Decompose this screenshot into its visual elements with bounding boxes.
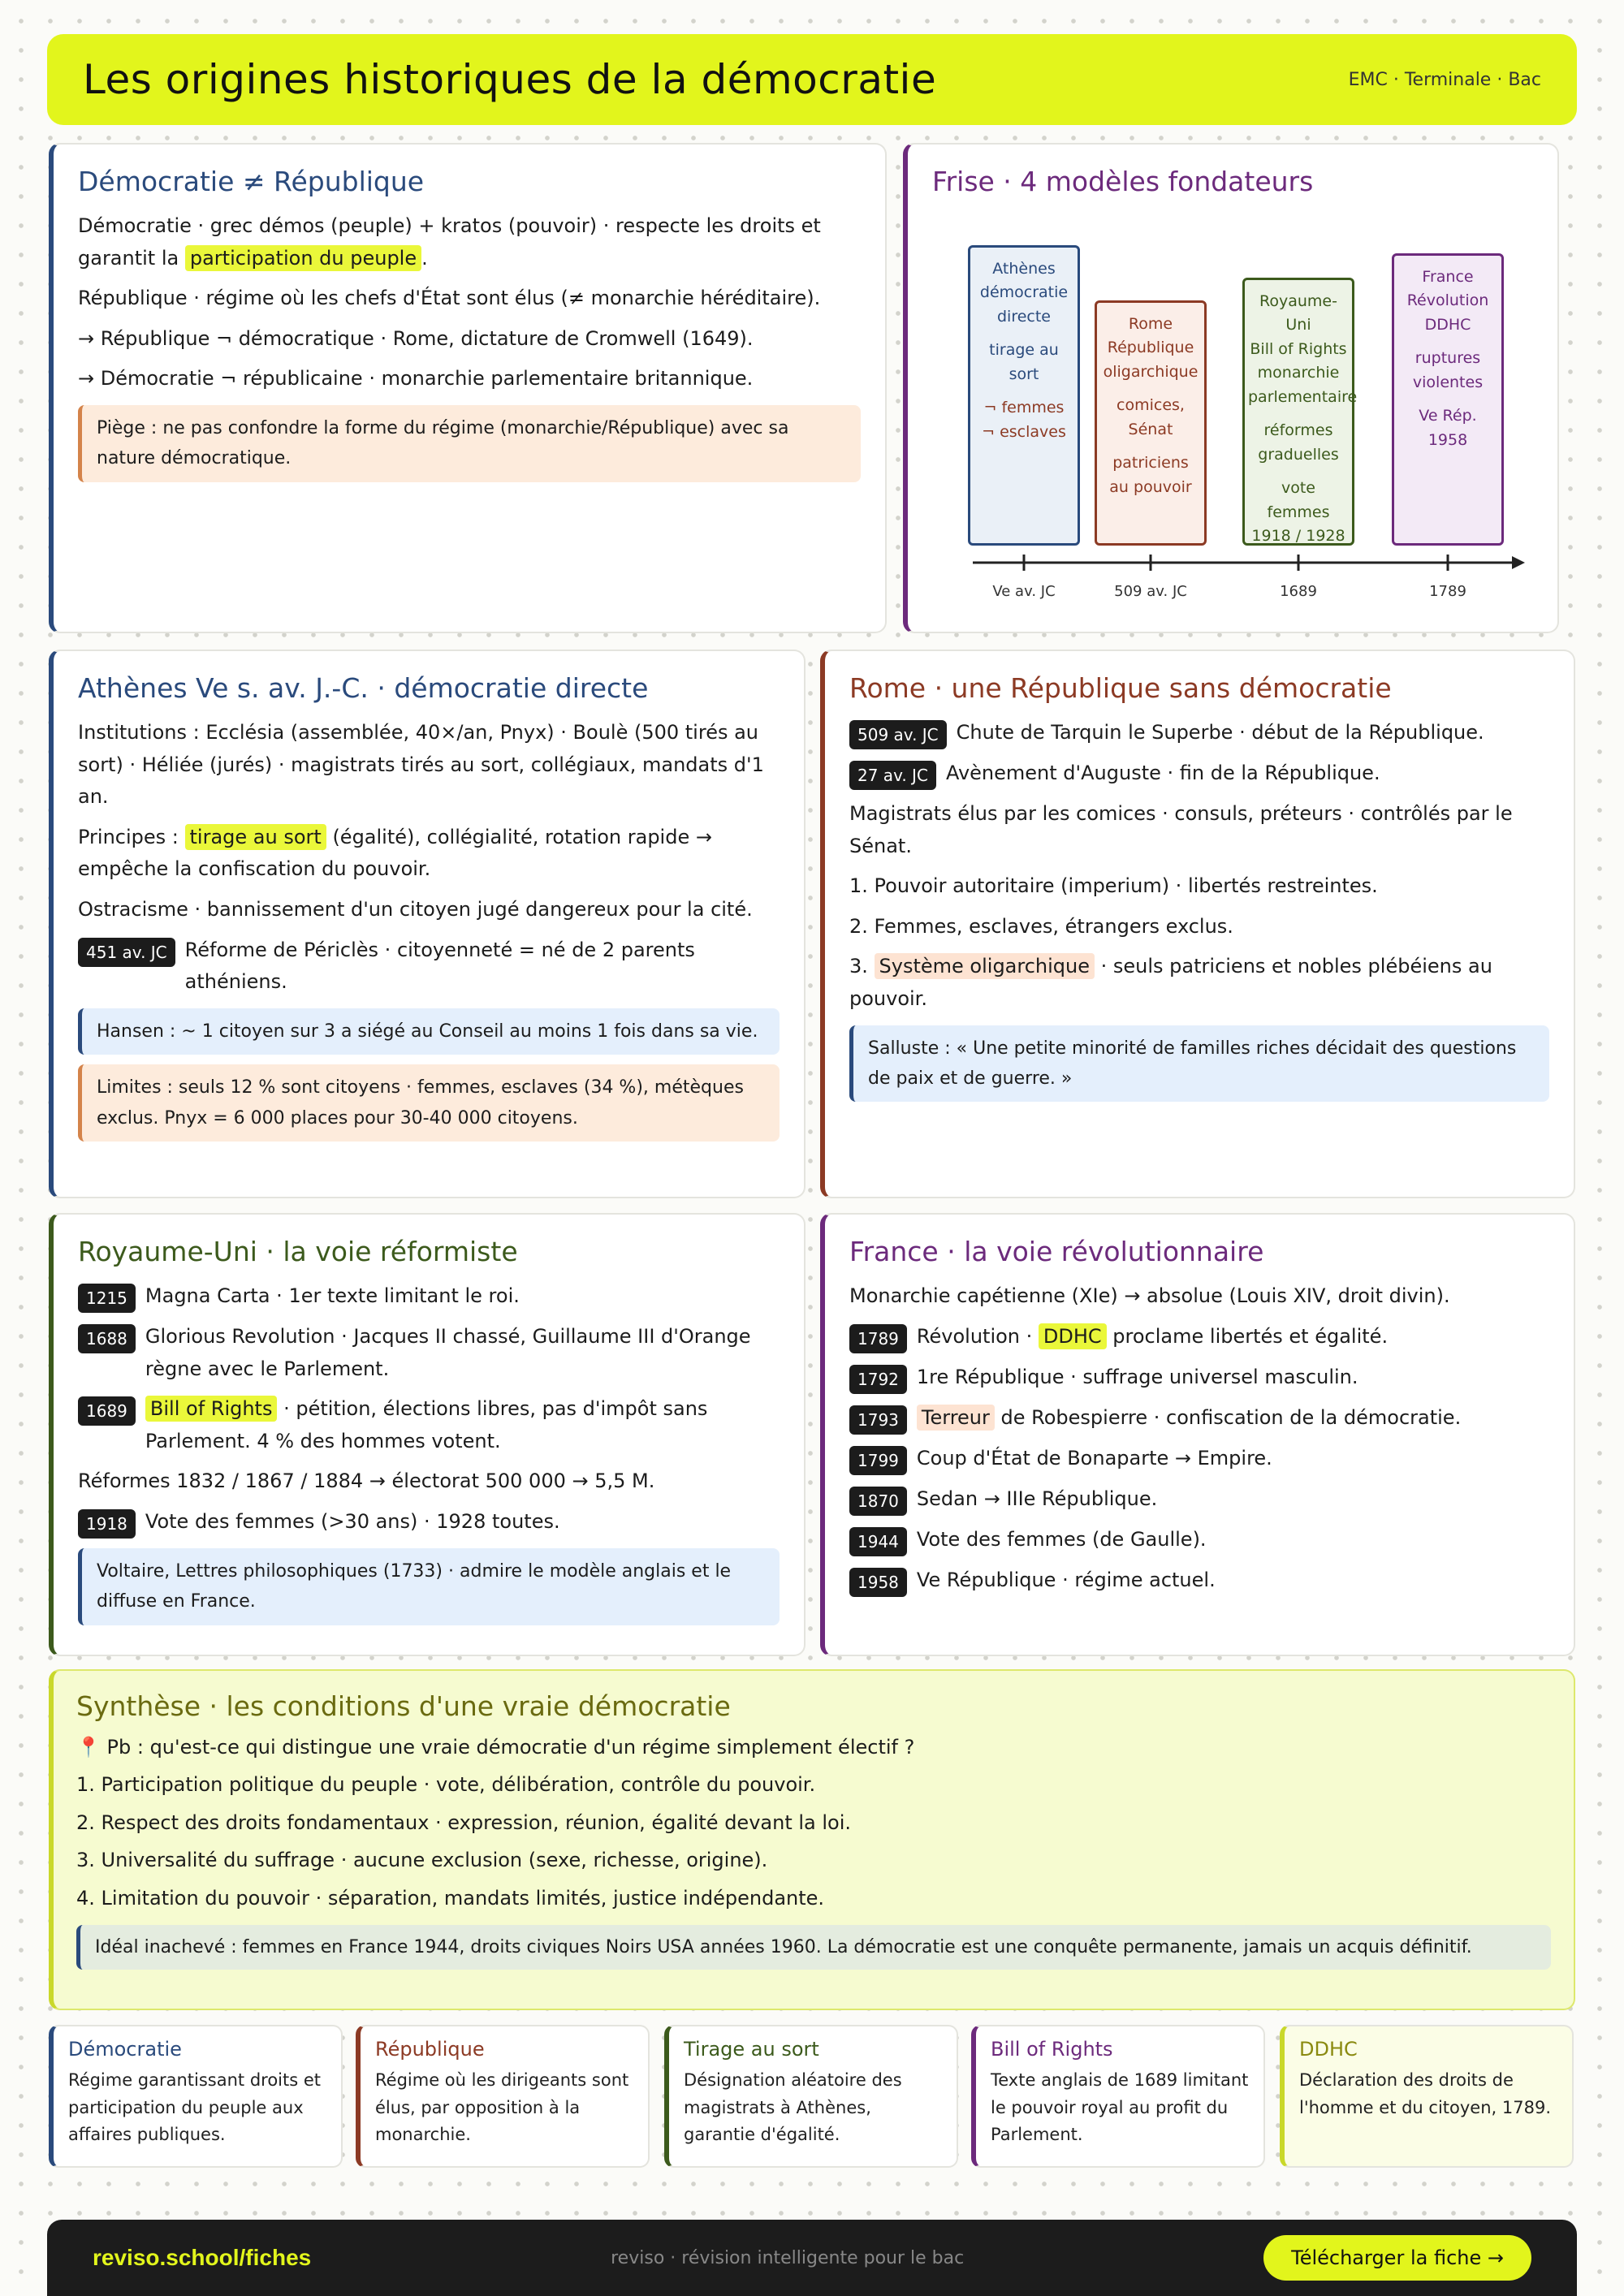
box-line: Révolution xyxy=(1406,291,1489,310)
date-badge: 1215 xyxy=(78,1284,136,1313)
page-header xyxy=(47,34,1577,125)
box-line: comices, xyxy=(1116,396,1185,415)
date-badge: 1689 xyxy=(78,1396,136,1426)
box-line: DDHC xyxy=(1424,315,1471,334)
box-line: Ve Rép. xyxy=(1419,407,1477,425)
date-badge: 1870 xyxy=(849,1487,907,1516)
box-line: oligarchique xyxy=(1103,362,1199,381)
text: (égalité), collégialité, rotation rapide → empêche la confiscation du pouvoir. xyxy=(78,825,712,881)
glossary-definition: Déclaration des droits de l'homme et du citoyen, 1789. xyxy=(1299,2070,1552,2117)
box-line: ¬ esclaves xyxy=(982,422,1066,441)
date-row xyxy=(849,1362,1549,1394)
header-tags: EMC · Terminale · Bac xyxy=(1348,69,1541,90)
highlight: Bill of Rights xyxy=(145,1396,278,1422)
text: Magna Carta · 1er texte limitant le roi. xyxy=(145,1284,520,1307)
download-button[interactable]: Télécharger la fiche → xyxy=(1263,2235,1531,2281)
card-france xyxy=(820,1213,1575,1656)
box-line: tirage au xyxy=(989,341,1059,360)
condition-item: 2. Respect des droits fondamentaux · expression, réunion, égalité devant la loi. xyxy=(76,1810,852,1834)
institutions-text: Institutions : Ecclésia (assemblée, 40×/an, Pnyx) · Boulè (500 tirés au sort) · Héliée (jurés) · magistrats tirés au sort, collégiaux, mandats d'1 an. xyxy=(78,721,764,809)
tick-label: 1689 xyxy=(1280,583,1317,600)
list-item: 2. Femmes, esclaves, étrangers exclus. xyxy=(849,914,1233,938)
box-line: ¬ femmes xyxy=(983,399,1065,417)
box-line: patriciens xyxy=(1112,454,1189,473)
salluste-quote: Salluste : « Une petite minorité de familles riches décidait des questions de paix et de guerre. » xyxy=(849,1025,1549,1103)
glossary-ddhc xyxy=(1280,2025,1574,2168)
text: Ve République · régime actuel. xyxy=(916,1568,1216,1591)
date-row xyxy=(849,1402,1549,1435)
timeline-axis xyxy=(908,145,1564,635)
highlight: Terreur xyxy=(917,1405,995,1431)
condition-item: 3. Universalité du suffrage · aucune exclusion (sexe, richesse, origine). xyxy=(76,1849,768,1872)
date-row xyxy=(849,1443,1549,1475)
box-line: sort xyxy=(1009,365,1039,383)
text: de Robespierre · confiscation de la démocratie. xyxy=(994,1405,1462,1429)
magistrates-text: Magistrats élus par les comices · consuls, préteurs · contrôlés par le Sénat. xyxy=(849,802,1513,857)
date-row xyxy=(849,1321,1549,1353)
text: 3. xyxy=(849,955,875,978)
glossary-term: Démocratie xyxy=(68,2038,182,2061)
text: 1re République · suffrage universel masculin. xyxy=(916,1365,1358,1388)
box-line: République xyxy=(1107,339,1194,357)
box-line: ruptures xyxy=(1415,349,1481,368)
box-line: réformes xyxy=(1263,421,1333,440)
trap-note: Piège : ne pas confondre la forme du régime (monarchie/République) avec sa nature démocratique. xyxy=(78,405,861,482)
text: . xyxy=(421,246,428,270)
box-line: Bill of Rights xyxy=(1250,339,1347,358)
text: Réforme de Périclès · citoyenneté = né de 2 parents athéniens. xyxy=(184,938,695,994)
box-line: monarchie xyxy=(1257,364,1340,382)
text: Vote des femmes (>30 ans) · 1928 toutes. xyxy=(145,1509,560,1533)
date-badge: 1944 xyxy=(849,1527,907,1556)
date-row xyxy=(78,934,780,999)
date-badge: 27 av. JC xyxy=(849,761,936,790)
glossary-tirage-au-sort xyxy=(664,2025,958,2168)
date-row xyxy=(849,1483,1549,1516)
list-item: 1. Pouvoir autoritaire (imperium) · libertés restreintes. xyxy=(849,874,1378,898)
box-line: Rome xyxy=(1128,315,1173,333)
glossary-democratie xyxy=(49,2025,343,2168)
text: Principes : xyxy=(78,825,185,848)
box-line: au pouvoir xyxy=(1109,477,1192,496)
text xyxy=(917,1321,1388,1353)
brand-link[interactable]: reviso.school/fiches xyxy=(93,2245,312,2270)
text: Coup d'État de Bonaparte → Empire. xyxy=(916,1446,1272,1470)
list-item xyxy=(849,951,1549,1015)
date-row xyxy=(78,1321,780,1385)
date-badge: 1789 xyxy=(849,1324,907,1353)
card-title: Royaume-Uni · la voie réformiste xyxy=(78,1236,518,1267)
date-row xyxy=(78,1393,780,1457)
text: · pétition, élections libres, pas d'impôt sans Parlement. 4 % des hommes votent. xyxy=(145,1397,708,1452)
box-line: démocratie xyxy=(979,283,1069,302)
page-footer xyxy=(47,2220,1577,2296)
date-row xyxy=(849,717,1549,749)
date-badge: 1918 xyxy=(78,1509,136,1539)
highlight: Système oligarchique xyxy=(875,953,1095,979)
date-badge: 509 av. JC xyxy=(849,720,947,749)
glossary-republique xyxy=(356,2025,650,2168)
date-row xyxy=(78,1280,780,1313)
card-title: Démocratie ≠ République xyxy=(78,166,425,197)
limits-note: Limites : seuls 12 % sont citoyens · femmes, esclaves (34 %), métèques exclus. Pnyx = 6 000 places pour 30-40 000 citoyens. xyxy=(78,1064,780,1142)
box-line: Sénat xyxy=(1128,420,1173,438)
card-title: Rome · une République sans démocratie xyxy=(849,672,1392,704)
text: Révolution · xyxy=(916,1324,1039,1348)
date-badge: 1958 xyxy=(849,1568,907,1597)
date-badge: 1793 xyxy=(849,1405,907,1435)
glossary-bill-of-rights xyxy=(971,2025,1265,2168)
hansen-note: Hansen : ~ 1 citoyen sur 3 a siégé au Conseil au moins 1 fois dans sa vie. xyxy=(78,1008,780,1055)
timeline-area xyxy=(908,145,1557,632)
highlight: participation du peuple xyxy=(185,245,421,271)
condition-item: 4. Limitation du pouvoir · séparation, mandats limités, justice indépendante. xyxy=(76,1886,825,1910)
glossary-definition: Texte anglais de 1689 limitant le pouvoir royal au profit du Parlement. xyxy=(991,2070,1249,2145)
text: Glorious Revolution · Jacques II chassé, Guillaume III d'Orange règne avec le Parlement. xyxy=(145,1325,751,1380)
box-line: vote femmes xyxy=(1267,479,1330,521)
tick-label: 509 av. JC xyxy=(1114,583,1187,600)
date-row xyxy=(78,1506,780,1539)
card-title: Frise · 4 modèles fondateurs xyxy=(932,166,1314,197)
card-rome xyxy=(820,650,1575,1198)
tick-label: 1789 xyxy=(1429,583,1466,600)
card-synthese xyxy=(49,1669,1575,2010)
principles-text xyxy=(78,822,780,886)
glossary-term: République xyxy=(375,2038,485,2061)
ostracism-text: Ostracisme · bannissement d'un citoyen jugé dangereux pour la cité. xyxy=(78,897,753,921)
condition-item: 1. Participation politique du peuple · vote, délibération, contrôle du pouvoir. xyxy=(76,1773,816,1797)
box-line: Athènes xyxy=(992,260,1056,278)
date-badge: 1688 xyxy=(78,1324,136,1353)
glossary-definition: Désignation aléatoire des magistrats à Athènes, garantie d'égalité. xyxy=(684,2070,902,2145)
page-title: Les origines historiques de la démocratie xyxy=(83,56,937,103)
example-line: → République ¬ démocratique · Rome, dictature de Cromwell (1649). xyxy=(78,326,754,350)
tick-label: Ve av. JC xyxy=(992,583,1056,600)
definition-republique: République · régime où les chefs d'État sont élus (≠ monarchie héréditaire). xyxy=(78,287,821,310)
problem-statement: 📍 Pb : qu'est-ce qui distingue une vraie démocratie d'un régime simplement électif ? xyxy=(76,1736,915,1759)
box-line: violentes xyxy=(1412,373,1484,391)
glossary-term: Bill of Rights xyxy=(991,2038,1113,2061)
card-frise xyxy=(903,143,1559,633)
date-badge: 451 av. JC xyxy=(78,938,175,967)
card-democratie-republique xyxy=(49,143,887,633)
text: Sedan → IIIe République. xyxy=(916,1487,1158,1510)
text: Vote des femmes (de Gaulle). xyxy=(916,1527,1207,1551)
voltaire-note: Voltaire, Lettres philosophiques (1733) · admire le modèle anglais et le diffuse en France. xyxy=(78,1548,780,1625)
card-title: Synthèse · les conditions d'une vraie démocratie xyxy=(76,1690,731,1722)
date-row xyxy=(849,1564,1549,1597)
box-line: 1958 xyxy=(1427,430,1468,449)
date-badge: 1792 xyxy=(849,1365,907,1394)
card-royaume-uni xyxy=(49,1213,806,1656)
glossary-definition: Régime garantissant droits et participation du peuple aux affaires publiques. xyxy=(68,2070,322,2145)
text xyxy=(917,1402,1461,1435)
text: Démocratie · grec démos (peuple) + kratos (pouvoir) · respecte les droits et garantit la xyxy=(78,214,821,270)
example-line: → Démocratie ¬ républicaine · monarchie parlementaire britannique. xyxy=(78,367,754,391)
text: proclame libertés et égalité. xyxy=(1106,1324,1389,1348)
text: · seuls patriciens et nobles plébéiens au pouvoir. xyxy=(849,955,1492,1010)
glossary-term: Tirage au sort xyxy=(684,2038,819,2061)
text xyxy=(145,1393,780,1457)
card-title: Athènes Ve s. av. J.-C. · démocratie directe xyxy=(78,672,649,704)
text: Chute de Tarquin le Superbe · début de la République. xyxy=(956,721,1484,744)
box-line: directe xyxy=(996,307,1051,326)
date-badge: 1799 xyxy=(849,1446,907,1475)
box-line: 1918 / 1928 xyxy=(1251,526,1345,545)
monarchy-text: Monarchie capétienne (XIe) → absolue (Louis XIV, droit divin). xyxy=(849,1284,1450,1307)
highlight: tirage au sort xyxy=(185,824,326,850)
glossary-definition: Régime où les dirigeants sont élus, par opposition à la monarchie. xyxy=(375,2070,629,2145)
glossary-term: DDHC xyxy=(1299,2038,1358,2061)
reforms-text: Réformes 1832 / 1867 / 1884 → électorat 500 000 → 5,5 M. xyxy=(78,1470,655,1493)
box-line: graduelles xyxy=(1258,445,1339,464)
card-athenes xyxy=(49,650,806,1198)
ideal-note: Idéal inachevé : femmes en France 1944, droits civiques Noirs USA années 1960. La démocratie est une conquête permanente, jamais un acquis définitif. xyxy=(76,1925,1551,1970)
date-row xyxy=(849,757,1549,790)
date-row xyxy=(849,1524,1549,1556)
highlight: DDHC xyxy=(1039,1323,1107,1349)
footer-tagline: reviso · révision intelligente pour le bac xyxy=(611,2247,965,2268)
definition-democratie xyxy=(78,210,861,274)
text: Avènement d'Auguste · fin de la République. xyxy=(945,762,1380,784)
card-title: France · la voie révolutionnaire xyxy=(849,1236,1264,1267)
box-line: Royaume-Uni xyxy=(1259,292,1337,334)
box-line: parlementaire xyxy=(1248,387,1358,406)
box-line: France xyxy=(1422,268,1474,286)
